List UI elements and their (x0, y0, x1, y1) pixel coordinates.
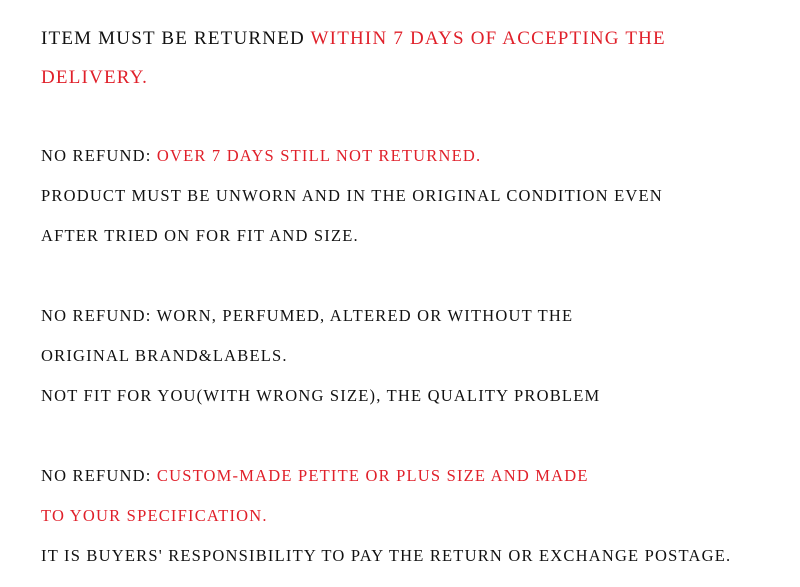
postage-responsibility-line: IT IS BUYERS' RESPONSIBILITY TO PAY THE RETURN OR EXCHANGE POSTAGE. (41, 546, 732, 565)
not-fit-line: NOT FIT FOR YOU(WITH WRONG SIZE), THE QUALITY PROBLEM (41, 386, 601, 405)
no-refund-late-highlight: OVER 7 DAYS STILL NOT RETURNED. (156, 146, 482, 165)
specification-line: TO YOUR SPECIFICATION. (41, 506, 268, 525)
tried-on-line: AFTER TRIED ON FOR FIT AND SIZE. (41, 226, 359, 245)
original-labels-line: ORIGINAL BRAND&LABELS. (41, 346, 288, 365)
no-refund-label: NO REFUND: (41, 466, 157, 485)
return-window-line (41, 29, 666, 48)
no-refund-custom-line (41, 468, 589, 485)
return-window-prefix: ITEM MUST BE RETURNED (41, 28, 311, 49)
custom-made-highlight: CUSTOM-MADE PETITE OR PLUS SIZE AND MADE (156, 466, 589, 485)
no-refund-label: NO REFUND: (41, 146, 157, 165)
return-window-highlight: WITHIN 7 DAYS OF ACCEPTING THE (310, 28, 666, 49)
no-refund-late-line (41, 148, 481, 165)
return-window-highlight-cont: DELIVERY. (41, 67, 149, 88)
no-refund-worn-line: NO REFUND: WORN, PERFUMED, ALTERED OR WITHOUT THE (41, 306, 574, 325)
unworn-condition-line: PRODUCT MUST BE UNWORN AND IN THE ORIGINAL CONDITION EVEN (41, 186, 663, 205)
